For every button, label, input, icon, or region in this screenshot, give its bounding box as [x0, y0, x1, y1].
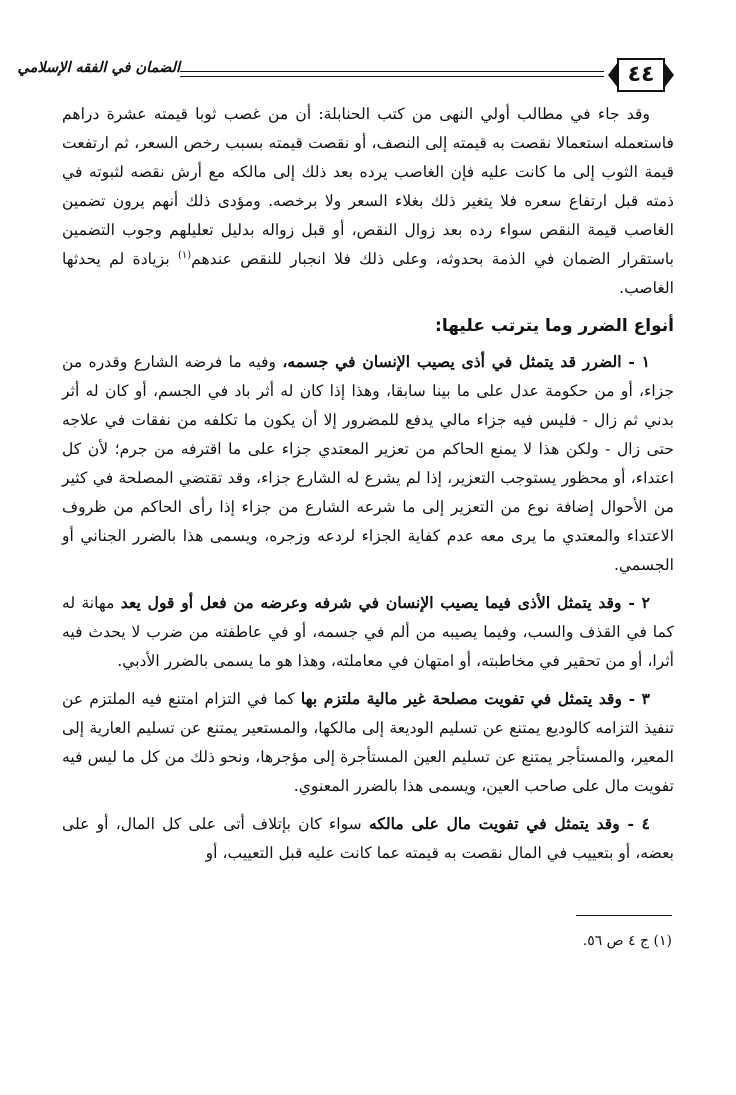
numbered-paragraph	[62, 684, 674, 801]
numbered-paragraph	[62, 588, 674, 676]
footnote-marker: (١)	[177, 249, 192, 261]
main-text	[62, 100, 674, 868]
paragraph-text: كما في التزام امتنع فيه الملتزم عن تنفيذ التزامه كالوديع يمتنع عن تسليم الوديعة إلى مالكها، والمستعير يمتنع عن تسليم العارية إلى المعير، والمستأجر يمتنع عن تسليم العين المستأجرة إلى مؤجرها، ونحو ذلك من كل ما ليس فيه تفويت مال على صاحب العين، ويسمى هذا بالضرر المعنوي.	[62, 690, 674, 795]
item-number: ١ -	[621, 352, 650, 371]
numbered-paragraph	[62, 347, 674, 580]
item-lead: وقد يتمثل في تفويت مال على مالكه	[368, 814, 620, 833]
footnote: (١) ج ٤ ص ٥٦.	[582, 933, 672, 949]
item-lead: وقد يتمثل في تفويت مصلحة غير مالية ملتزم بها	[300, 689, 623, 708]
paragraph	[62, 100, 674, 303]
paragraph-text: مهانة له كما في القذف والسب، وفيما يصيبه من ألم في جسمه، أو في عاطفته من ضرب لا يحدث فيه أثرا، أو من تحقير في مخاطبته، أو امتهان في معاملته، وهذا هو ما يسمى بالضرر الأدبي.	[62, 594, 674, 670]
item-number: ٤ -	[619, 814, 650, 833]
page-number: ٤٤	[627, 62, 655, 87]
paragraph-text: سواء كان بإتلاف أتى على كل المال، أو على بعضه، أو بتعييب في المال نقصت به قيمته عما كانت عليه قبل التعييب، أو	[62, 815, 674, 862]
paragraph-text: وقد جاء في مطالب أولي النهى من كتب الحنابلة: أن من غصب ثوبا قيمته عشرة دراهم فاستعمله استعمالا نقصت به قيمته إلى النصف، أو نقصت قيمته بسبب رخص السعر، ثم ارتفعت قيمة الثوب إلى ما كانت عليه فإن الغاصب يرده بعد ذلك إلى مالكه مع أرش نقصه لثبوته في ذمته قبل ارتفاع سعره فلا يتغير ذلك بغلاء السعر ولا برخصه. ومؤدى ذلك أنهم يرون تضمين الغاصب قيمة النقص سواء رده بعد زوال النقص، أو قبل زواله بدليل تعليلهم وجوب التضمين باستقرار الضمان في الذمة بحدوثه، وعلى ذلك فلا انجبار للنقص عندهم	[62, 105, 674, 268]
item-lead: الضرر قد يتمثل في أذى يصيب الإنسان في جسمه،	[282, 352, 622, 371]
section-heading: أنواع الضرر وما يترتب عليها:	[435, 316, 674, 336]
paragraph-text: وفيه ما فرضه الشارع وقدره من جزاء، أو من حكومة عدل على ما بينا سابقا، وهذا إذا كان له أثر باد في الجسم، أو كان له أثر بدني ثم زال - فليس فيه جزاء مالي يدفع للمضرور إلا أن يكون ما تكلفه من نفقات في علاجه حتى زال - ولكن هذا لا يمنع الحاكم من تعزير المعتدي جزاء على ما اقترفه من جرم؛ لأن كل اعتداء، أو محظور يستوجب التعزير، إذا لم يشرع له الشارع جزاء، وقد تقتضي المصلحة في كثير من الأحوال إضافة نوع من التعزير إلى ما شرعه الشارع من جزاء إذا رأى الحاكم من ظروف الاعتداء والمعتدي ما يرى معه عدم كفاية الجزاء لردعه وزجره، ويسمى هذا بالضرر الجناني أو الجسمي.	[62, 353, 674, 574]
running-header	[17, 56, 674, 96]
page-number-frame	[608, 56, 674, 94]
item-lead: وقد يتمثل الأذى فيما يصيب الإنسان في شرفه وعرضه من فعل أو قول يعد	[120, 593, 622, 612]
numbered-paragraph	[62, 809, 674, 868]
item-number: ٢ -	[621, 593, 650, 612]
paragraph-text: بزيادة لم يحدثها الغاصب.	[62, 250, 674, 297]
header-double-rule	[180, 71, 604, 79]
item-number: ٣ -	[622, 689, 650, 708]
footnote-separator	[576, 915, 672, 916]
running-title: الضمان في الفقه الإسلامي	[17, 60, 180, 76]
